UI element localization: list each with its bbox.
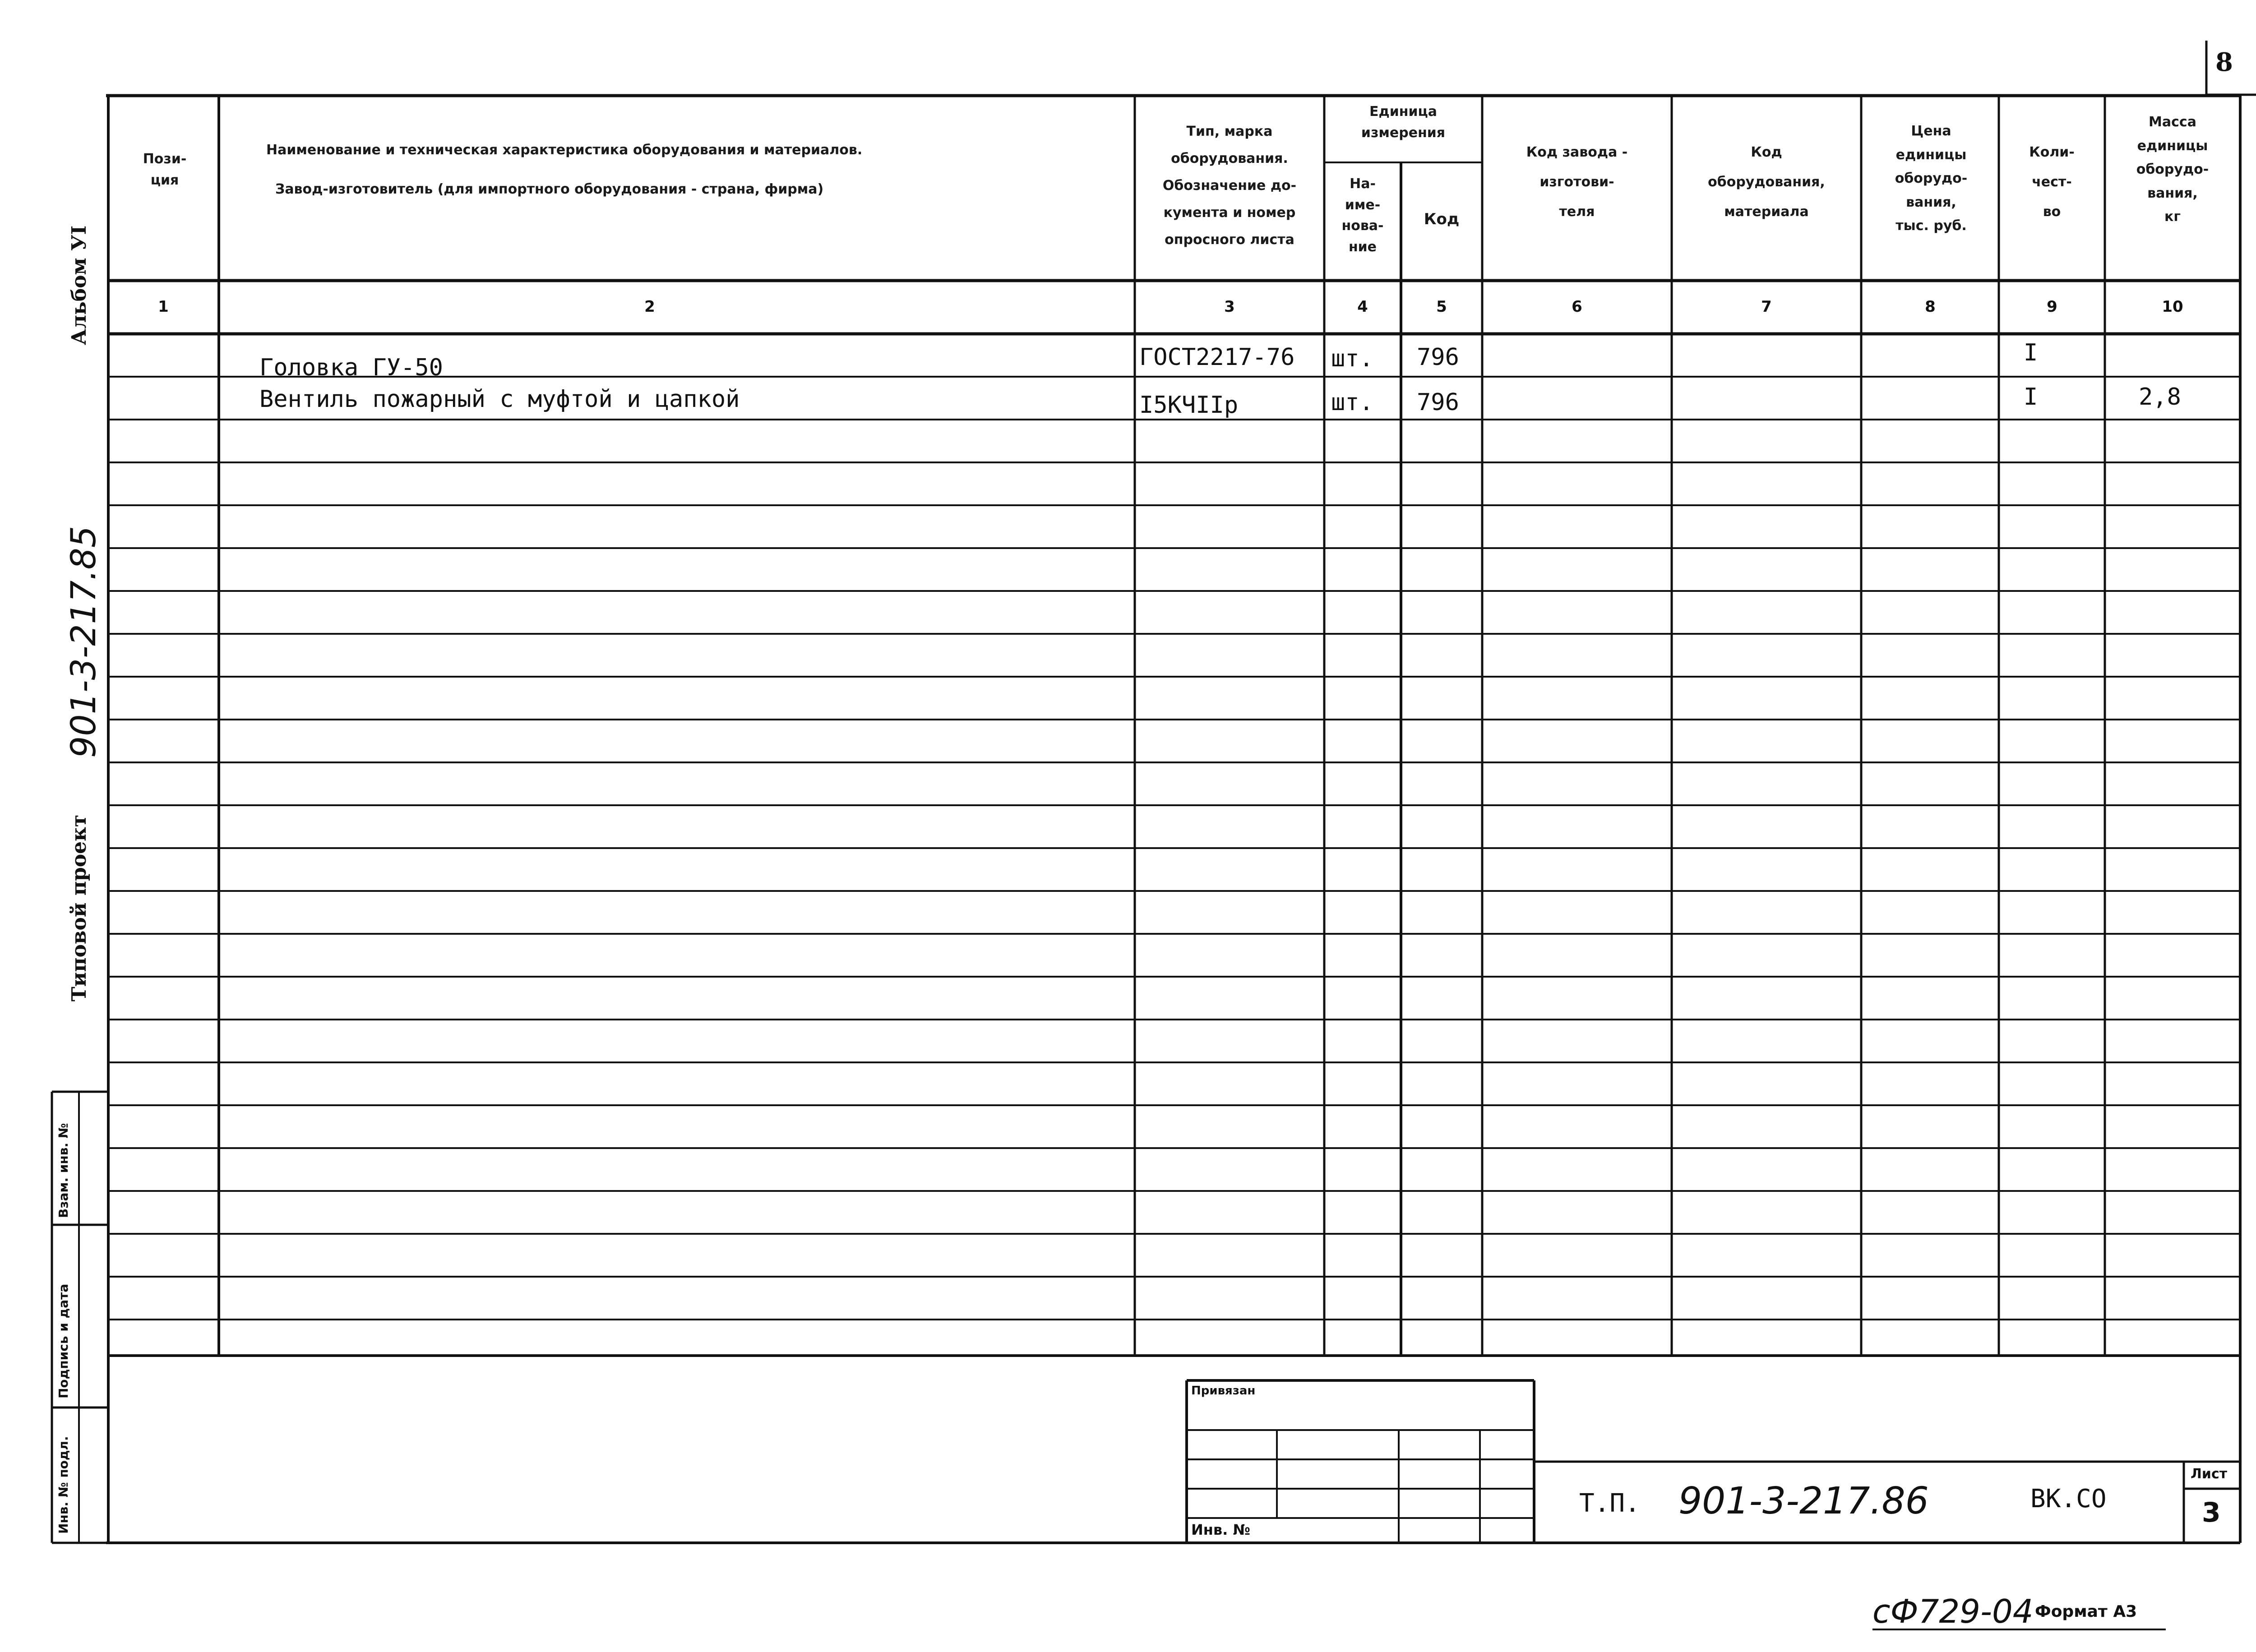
row2-doc: I5КЧIIр bbox=[1139, 392, 1239, 419]
corner-sheet-number: 8 bbox=[2215, 47, 2233, 77]
header-col7 bbox=[1674, 138, 1859, 227]
header-col8-line2: единицы bbox=[1895, 147, 1967, 163]
header-col7-line3: материала bbox=[1724, 204, 1809, 220]
header-col6-line2: изготови- bbox=[1539, 174, 1614, 190]
header-col1-line1: Пози- bbox=[143, 151, 187, 167]
header-col1-line2: ция bbox=[150, 172, 179, 188]
privyazan-label: Привязан bbox=[1191, 1384, 1256, 1398]
header-col8-line5: тыс. руб. bbox=[1895, 218, 1967, 234]
header-col4-line1: На- bbox=[1350, 176, 1376, 192]
col-number-7: 7 bbox=[1761, 298, 1772, 316]
sign-date-label: Подпись и дата bbox=[56, 1283, 71, 1398]
doc-code: ВК.СО bbox=[2030, 1484, 2107, 1514]
header-col8 bbox=[1863, 120, 1999, 238]
header-unit-group bbox=[1324, 102, 1482, 143]
row1-code: 796 bbox=[1417, 344, 1459, 371]
header-col4 bbox=[1324, 174, 1401, 258]
header-col3-line4: кумента и номер bbox=[1163, 205, 1296, 221]
header-col8-line1: Цена bbox=[1911, 123, 1951, 139]
list-label: Лист bbox=[2191, 1466, 2228, 1482]
header-col9-line3: во bbox=[2043, 204, 2061, 220]
row1-qty: I bbox=[2024, 339, 2038, 366]
list-number: 3 bbox=[2202, 1497, 2221, 1528]
header-unit-line2: измерения bbox=[1361, 125, 1446, 141]
header-col3-line2: оборудования. bbox=[1171, 151, 1288, 166]
header-col5: Код bbox=[1424, 210, 1460, 228]
row2-mass: 2,8 bbox=[2139, 383, 2181, 411]
tp-prefix: Т.П. bbox=[1579, 1489, 1640, 1518]
header-col4-line4: ние bbox=[1348, 239, 1377, 255]
col-number-3: 3 bbox=[1224, 298, 1235, 316]
row1-doc: ГОСТ2217-76 bbox=[1139, 344, 1295, 371]
col-number-10: 10 bbox=[2162, 298, 2183, 316]
project-number-handwritten: 901-3-217.85 bbox=[63, 526, 103, 758]
col-number-9: 9 bbox=[2047, 298, 2057, 316]
row2-qty: I bbox=[2024, 383, 2038, 411]
header-unit-line1: Единица bbox=[1369, 104, 1437, 120]
header-col9 bbox=[1999, 138, 2105, 227]
header-col7-line1: Код bbox=[1751, 144, 1782, 160]
col-number-4: 4 bbox=[1357, 298, 1368, 316]
col-number-5: 5 bbox=[1436, 298, 1447, 316]
header-col8-line4: вания, bbox=[1906, 194, 1956, 210]
row2-unit: шт. bbox=[1331, 389, 1373, 416]
row1-unit: шт. bbox=[1331, 345, 1373, 372]
header-col10-line4: вания, bbox=[2147, 185, 2198, 201]
header-col4-line3: нова- bbox=[1341, 218, 1384, 234]
header-col6-line1: Код завода - bbox=[1526, 144, 1628, 160]
header-col3-line1: Тип, марка bbox=[1186, 124, 1273, 139]
col-number-6: 6 bbox=[1572, 298, 1582, 316]
vzam-inv-label: Взам. инв. № bbox=[56, 1123, 71, 1218]
header-col2-line1: Наименование и техническая характеристика оборудования и материалов. bbox=[266, 142, 863, 158]
header-col3 bbox=[1137, 118, 1322, 254]
tp-number-handwritten: 901-3-217.86 bbox=[1678, 1480, 1929, 1523]
header-col3-line5: опросного листа bbox=[1165, 232, 1294, 248]
row1-name: Головка ГУ-50 bbox=[259, 354, 443, 381]
header-col9-line1: Коли- bbox=[2029, 144, 2075, 160]
format-label: Формат А3 bbox=[2035, 1602, 2137, 1621]
row2-name: Вентиль пожарный с муфтой и цапкой bbox=[259, 386, 740, 413]
header-col2-line2: Завод-изготовитель (для импортного оборудования - страна, фирма) bbox=[275, 181, 824, 197]
inv-podl-label: Инв. № подл. bbox=[56, 1436, 71, 1534]
col-number-2: 2 bbox=[644, 298, 655, 316]
header-col3-line3: Обозначение до- bbox=[1162, 178, 1297, 194]
header-col10-line5: кг bbox=[2164, 209, 2181, 225]
header-col10-line3: оборудо- bbox=[2136, 162, 2209, 177]
album-label: Альбом УI bbox=[68, 225, 91, 345]
header-col7-line2: оборудования, bbox=[1708, 174, 1825, 190]
header-col6 bbox=[1484, 138, 1669, 227]
header-col10-line1: Масса bbox=[2149, 114, 2196, 130]
header-col9-line2: чест- bbox=[2032, 174, 2072, 190]
header-col1 bbox=[113, 149, 217, 191]
header-col8-line3: оборудо- bbox=[1895, 171, 1968, 186]
header-col2 bbox=[226, 140, 1123, 200]
header-col4-line2: име- bbox=[1345, 197, 1381, 213]
header-col10-line2: единицы bbox=[2137, 138, 2208, 154]
row2-code: 796 bbox=[1417, 389, 1459, 416]
order-code-handwritten: сФ729-04 bbox=[1872, 1592, 2034, 1630]
header-col10 bbox=[2105, 111, 2240, 229]
project-type-label: Типовой проект bbox=[68, 814, 91, 1001]
col-number-1: 1 bbox=[158, 298, 169, 316]
col-number-8: 8 bbox=[1925, 298, 1936, 316]
header-col6-line3: теля bbox=[1559, 204, 1595, 220]
inv-no-label: Инв. № bbox=[1191, 1521, 1250, 1538]
